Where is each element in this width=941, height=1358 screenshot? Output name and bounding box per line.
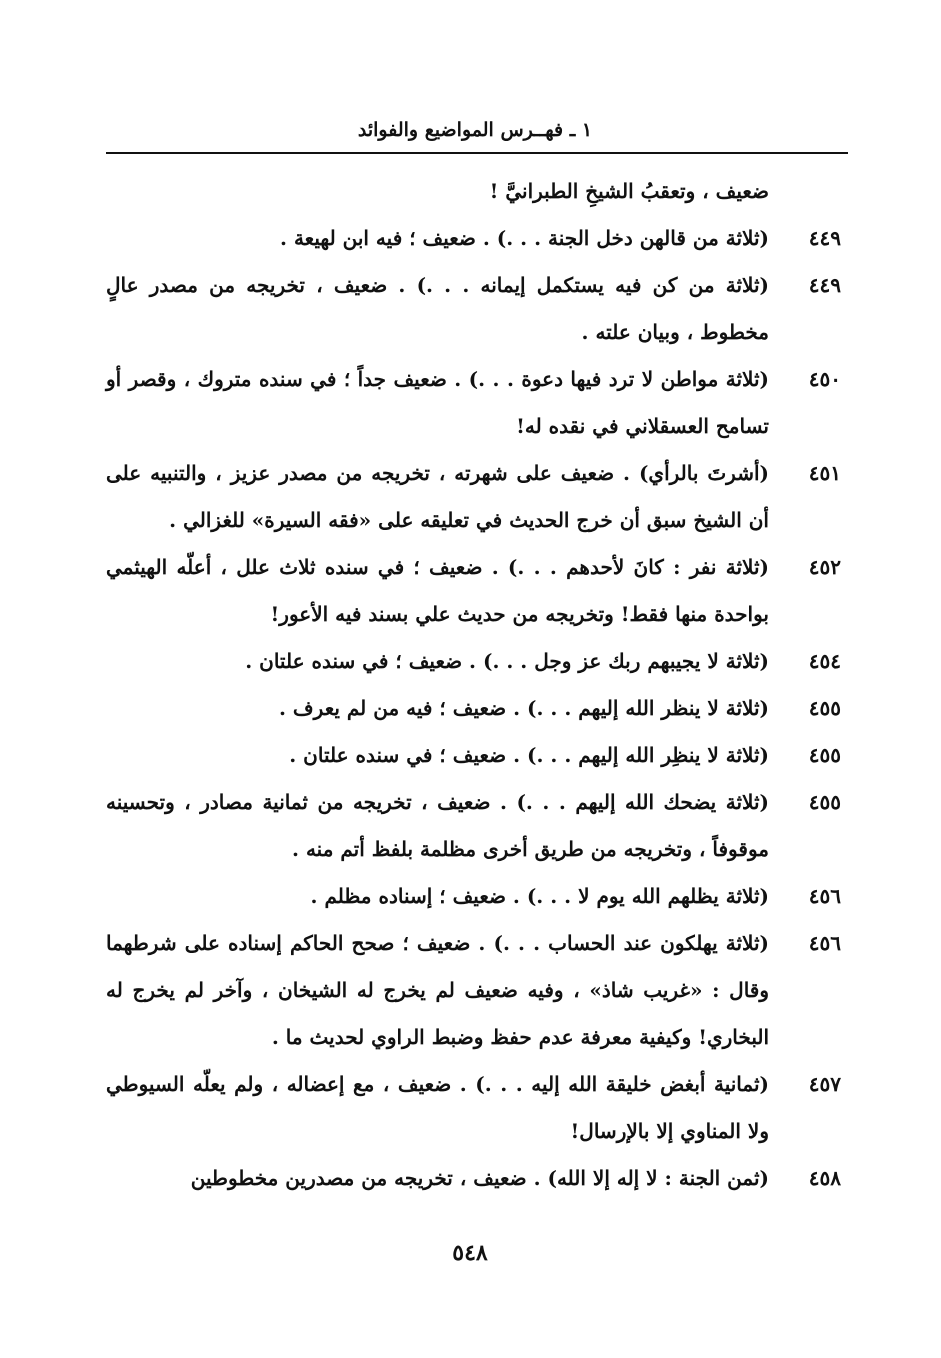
entry-number: ٤٥٤ bbox=[808, 649, 841, 673]
page-header-title: ١ ـ فهــرس المواضيع والفوائد bbox=[357, 119, 593, 141]
header-divider bbox=[106, 152, 848, 154]
index-entry bbox=[106, 450, 841, 544]
entry-text: (ثلاثة من قالهن دخل الجنة . . .) . ضعيف ؛ فيه ابن لهيعة . bbox=[280, 226, 769, 250]
entry-text: ضعيف ، وتعقبُ الشيخِ الطبرانيَّ ! bbox=[489, 179, 769, 203]
entry-number: ٤٤٩ bbox=[808, 226, 841, 250]
index-entry bbox=[106, 215, 841, 262]
page-number: ٥٤٨ bbox=[452, 1240, 488, 1266]
entry-text: (ثلاثة نفر : كانَ لأحدهم . . .) . ضعيف ؛ في سنده ثلاث علل ، أعلّه الهيثمي بواحدة منها فقط! وتخريجه من حديث علي بسند فيه الأعور! bbox=[106, 555, 769, 626]
entry-text: (ثلاثة مواطن لا ترد فيها دعوة . . .) . ضعيف جداً ؛ في سنده متروك ، وقصر أو تسامح العسقلاني في نقده له! bbox=[106, 367, 769, 438]
entry-number: ٤٥٧ bbox=[808, 1072, 841, 1096]
entry-number: ٤٥٦ bbox=[808, 931, 841, 955]
entry-number: ٤٥٥ bbox=[808, 790, 841, 814]
index-entry bbox=[106, 262, 841, 356]
entry-number: ٤٥١ bbox=[808, 461, 841, 485]
index-entry bbox=[106, 1155, 841, 1202]
entry-number: ٤٥٦ bbox=[808, 884, 841, 908]
index-entry bbox=[106, 779, 841, 873]
entry-text: (ثلاثة يضحك الله إليهم . . .) . ضعيف ، تخريجه من ثمانية مصادر ، وتحسينه موقوفاً ، وتخريجه من طريق أخرى مظلمة بلفظ أتم منه . bbox=[106, 790, 769, 861]
index-entries bbox=[106, 168, 841, 1202]
entry-text: (ثلاثة يظلهم الله يوم لا . . .) . ضعيف ؛ إسناده مظلم . bbox=[310, 884, 769, 908]
entry-number: ٤٥٥ bbox=[808, 696, 841, 720]
entry-text: (ثلاثة يهلكون عند الحساب . . .) . ضعيف ؛ صحح الحاكم إسناده على شرطهما وقال : «غريب شاذ» ، وفيه ضعيف لم يخرج له الشيخان ، وآخر لم يخرج له البخاري! وكيفية معرفة عدم حفظ وضبط الراوي لحديث ما . bbox=[106, 931, 770, 1049]
entry-text: (أشرتَ بالرأي) . ضعيف على شهرته ، تخريجه من مصدر عزيز ، والتنبيه على أن الشيخ سبق أن خرج الحديث في تعليقه على «فقه السيرة» للغزالي . bbox=[106, 461, 769, 532]
index-entry bbox=[106, 732, 841, 779]
entry-number: ٤٥٥ bbox=[808, 743, 841, 767]
index-entry bbox=[106, 168, 841, 215]
entry-number: ٤٥٨ bbox=[808, 1166, 841, 1190]
index-entry bbox=[106, 873, 841, 920]
index-entry bbox=[106, 356, 841, 450]
entry-number: ٤٥٠ bbox=[808, 367, 841, 391]
index-entry bbox=[106, 920, 841, 1061]
entry-text: (ثلاثة لا يجيبهم ربك عز وجل . . .) . ضعيف ؛ في سنده علتان . bbox=[245, 649, 769, 673]
entry-number: ٤٤٩ bbox=[808, 273, 841, 297]
index-entry bbox=[106, 638, 841, 685]
entry-text: (ثمانية أبغض خليقة الله إليه . . .) . ضعيف ، مع إعضاله ، ولم يعلّه السيوطي ولا المناوي إلا بالإرسال! bbox=[106, 1072, 769, 1143]
index-entry bbox=[106, 1061, 841, 1155]
index-entry bbox=[106, 685, 841, 732]
entry-text: (ثلاثة من كن فيه يستكمل إيمانه . . .) . ضعيف ، تخريجه من مصدر عالٍ مخطوط ، وبيان علته . bbox=[106, 273, 769, 344]
entry-text: (ثلاثة لا ينظِر الله إليهم . . .) . ضعيف ؛ في سنده علتان . bbox=[289, 743, 769, 767]
entry-text: (ثمن الجنة : لا إله إلا الله) . ضعيف ، تخريجه من مصدرين مخطوطين bbox=[190, 1166, 769, 1190]
entry-text: (ثلاثة لا ينظر الله إليهم . . .) . ضعيف ؛ فيه من لم يعرف . bbox=[279, 696, 769, 720]
index-entry bbox=[106, 544, 841, 638]
entry-number: ٤٥٢ bbox=[808, 555, 841, 579]
